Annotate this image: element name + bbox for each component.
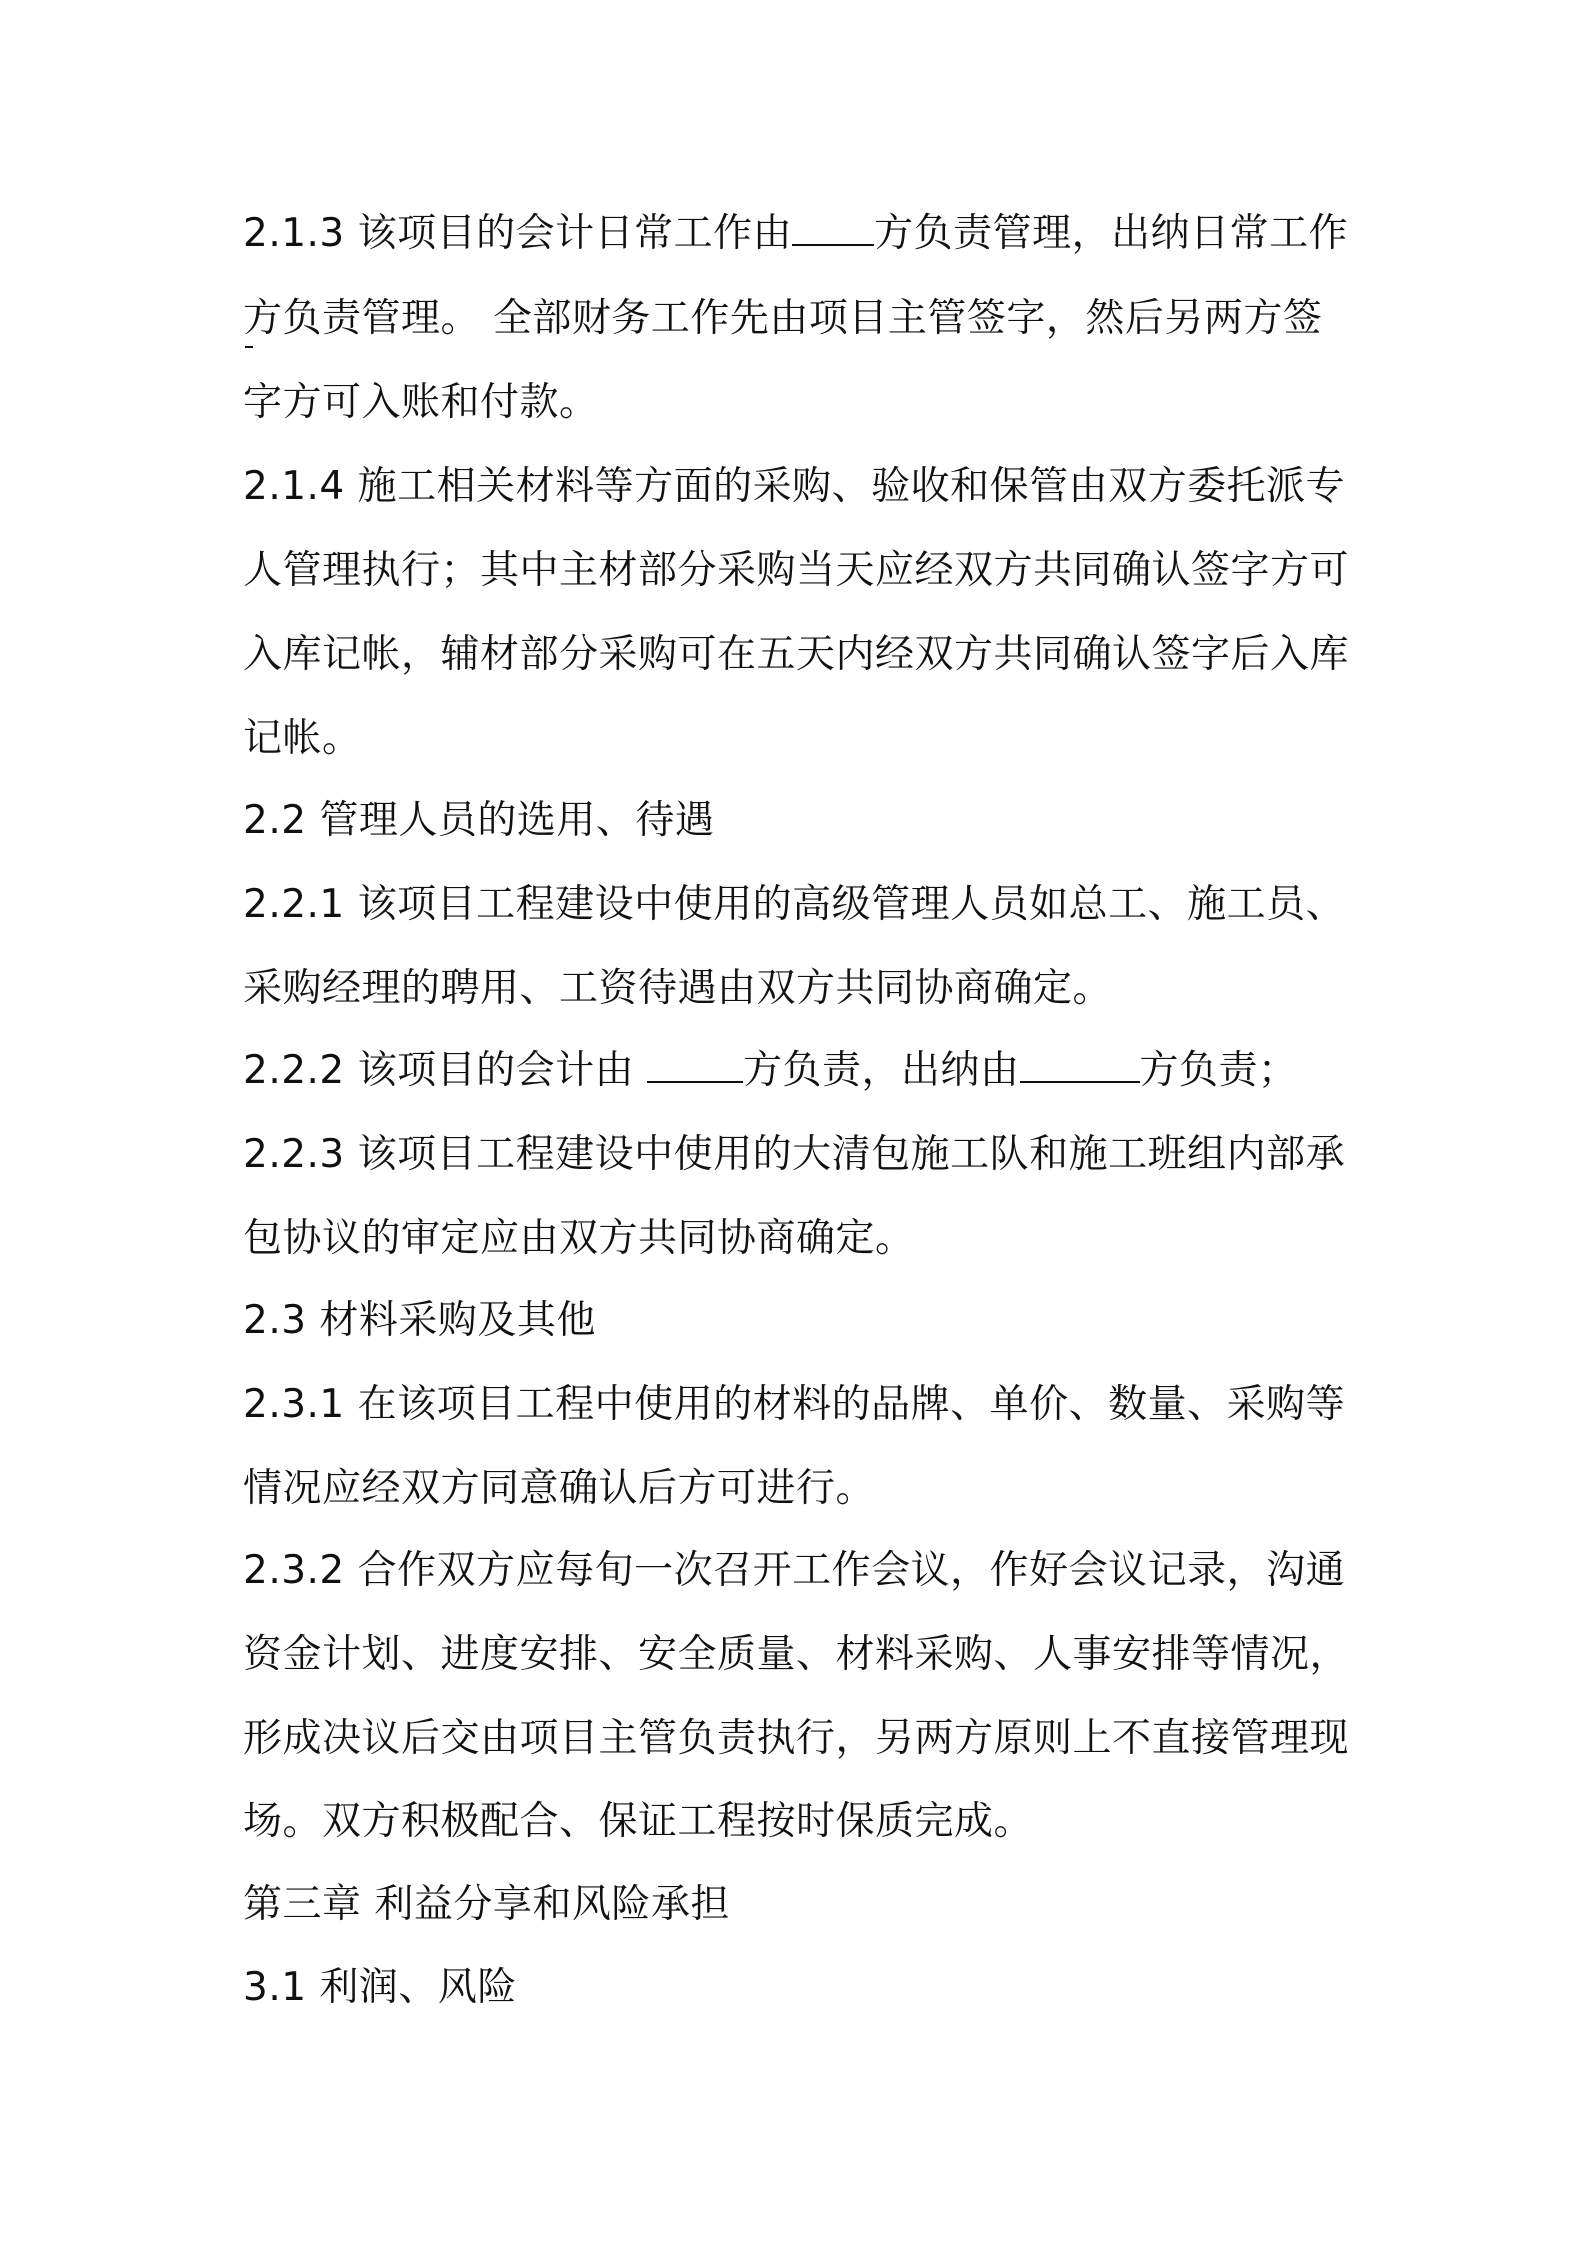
clause-text: 方负责；	[1139, 1048, 1298, 1093]
section-heading-2-2	[243, 796, 714, 846]
clause-text: 采购经理的聘用、工资待遇由双方共同协商确定。	[243, 966, 1113, 1011]
clause-text: 方负责管理，出纳日常工作	[874, 211, 1349, 256]
clause-text: 情况应经双方同意确认后方可进行。	[243, 1466, 876, 1511]
clause-text: 字方可入账和付款。	[243, 380, 599, 425]
clause-2-2-3-line-1	[243, 1130, 1345, 1180]
clause-text: 2.2.1 该项目工程建设中使用的高级管理人员如总工、施工员、	[243, 882, 1346, 927]
heading-text: 第三章 利益分享和风险承担	[243, 1882, 730, 1927]
clause-2-2-1-line-2	[243, 964, 1112, 1014]
blank-fill-line	[1020, 1047, 1140, 1083]
clause-2-2-3-line-2	[243, 1214, 915, 1264]
section-heading-3-1	[243, 1963, 517, 2013]
clause-2-1-4-line-3	[243, 630, 1349, 680]
clause-2-2-2-line-1	[243, 1046, 1298, 1096]
clause-text: 场。双方积极配合、保证工程按时保质完成。	[243, 1799, 1034, 1844]
clause-2-3-1-line-1	[243, 1380, 1345, 1430]
clause-2-1-3-line-3	[243, 378, 599, 428]
heading-text: 2.2 管理人员的选用、待遇	[243, 798, 715, 843]
clause-2-1-4-line-1	[243, 462, 1345, 512]
clause-text: 2.3.2 合作双方应每旬一次召开工作会议，作好会议记录，沟通	[243, 1548, 1346, 1593]
clause-2-3-2-line-2	[243, 1630, 1349, 1680]
clause-2-3-1-line-2	[243, 1464, 875, 1514]
clause-2-1-3-line-2	[243, 294, 1322, 344]
clause-2-1-3-line-1	[243, 209, 1348, 259]
clause-text: 方负责管理。 全部财务工作先由项目主管签字，然后另两方签	[243, 296, 1323, 341]
section-heading-2-3	[243, 1296, 596, 1346]
heading-text: 2.3 材料采购及其他	[243, 1298, 596, 1343]
clause-2-1-4-line-4	[243, 714, 362, 764]
clause-text: 2.1.4 施工相关材料等方面的采购、验收和保管由双方委托派专	[243, 464, 1346, 509]
chapter-heading-3	[243, 1880, 730, 1930]
blank-fill-line	[647, 1047, 743, 1083]
heading-text: 3.1 利润、风险	[243, 1965, 517, 2010]
clause-text: 形成决议后交由项目主管负责执行，另两方原则上不直接管理现	[243, 1716, 1350, 1761]
clause-text: 2.1.3 该项目的会计日常工作由	[243, 211, 793, 256]
clause-2-3-2-line-3	[243, 1714, 1349, 1764]
clause-text: 记帐。	[243, 716, 362, 761]
clause-text: 入库记帐，辅材部分采购可在五天内经双方共同确认签字后入库	[243, 632, 1350, 677]
clause-2-1-4-line-2	[243, 546, 1349, 596]
clause-text: 人管理执行；其中主材部分采购当天应经双方共同确认签字方可	[243, 548, 1350, 593]
clause-text: 2.3.1 在该项目工程中使用的材料的品牌、单价、数量、采购等	[243, 1382, 1346, 1427]
clause-text: 2.2.2 该项目的会计由	[243, 1048, 648, 1093]
clause-2-2-1-line-1	[243, 880, 1345, 930]
clause-text: 2.2.3 该项目工程建设中使用的大清包施工队和施工班组内部承	[243, 1132, 1346, 1177]
clause-text: 方负责，出纳由	[743, 1048, 1020, 1093]
clause-text: 包协议的审定应由双方共同协商确定。	[243, 1216, 915, 1261]
clause-2-3-2-line-1	[243, 1546, 1345, 1596]
clause-text: 资金计划、进度安排、安全质量、材料采购、人事安排等情况，	[243, 1632, 1350, 1677]
blank-fill-line	[792, 210, 874, 246]
clause-2-3-2-line-4	[243, 1797, 1033, 1847]
underline-mark	[245, 346, 253, 348]
